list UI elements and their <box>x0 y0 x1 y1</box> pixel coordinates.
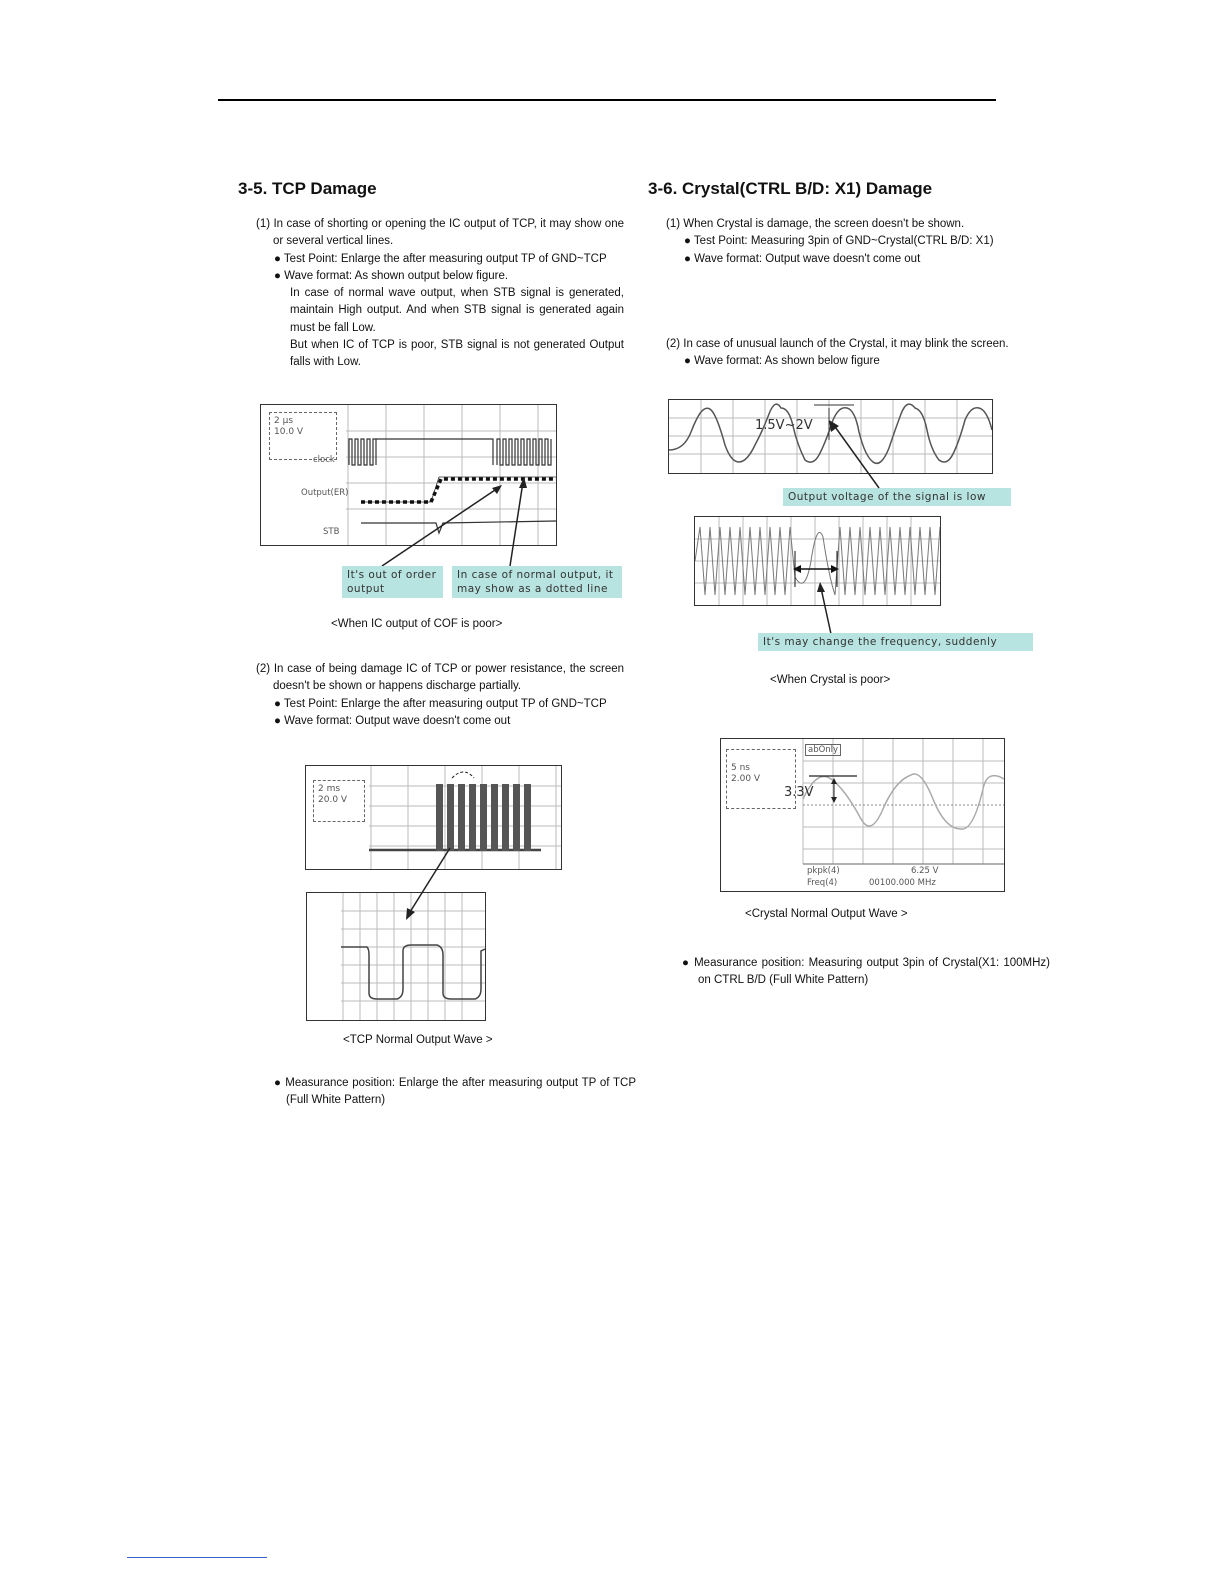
tag-out-of-order: It's out of order output <box>342 566 443 598</box>
tcp-measure-position: ● Measurance position: Enlarge the after measuring output TP of TCP (Full White Pattern) <box>274 1077 636 1107</box>
tcp-normal-timebase: 2 ms <box>318 784 341 794</box>
crystal-poor-arrows <box>815 420 895 640</box>
tag-voltage-low: Output voltage of the signal is low <box>783 488 1011 506</box>
tcp-wave-detail-1: In case of normal wave output, when STB signal is generated, maintain High output. And when STB signal is generated again must be fall Low. <box>290 287 624 334</box>
tcp-poor-caption: <When IC output of COF is poor> <box>331 618 503 630</box>
tcp-poor-info-box <box>269 412 337 460</box>
freq-label: Freq(4) <box>807 878 838 888</box>
crystal-para-1-text: (1) When Crystal is damage, the screen doesn't be shown. <box>666 218 965 230</box>
tcp-poor-timebase: 2 µs <box>274 416 294 426</box>
tcp-wave-detail-2: But when IC of TCP is poor, STB signal is not generated Output falls with Low. <box>290 339 624 369</box>
tcp-normal-info-box <box>313 780 365 822</box>
crystal-normal-header: abOnly <box>805 744 841 756</box>
crystal-wave-format: ● Wave format: Output wave doesn't come out <box>684 252 921 265</box>
crystal-test-point: ● Test Point: Measuring 3pin of GND~Crystal(CTRL B/D: X1) <box>684 235 994 248</box>
section-title-crystal: 3-6. Crystal(CTRL B/D: X1) Damage <box>648 179 933 198</box>
crystal-wave-format-2: ● Wave format: As shown below figure <box>684 355 880 368</box>
crystal-poor-caption: <When Crystal is poor> <box>770 674 891 686</box>
tcp-para-1 <box>256 216 624 372</box>
tcp-normal-caption: <TCP Normal Output Wave > <box>343 1034 493 1046</box>
header-rule <box>218 99 996 101</box>
pkpk-value: 6.25 V <box>911 866 939 876</box>
crystal-normal-voltage-label: 3.3V <box>784 785 814 800</box>
pkpk-label: pkpk(4) <box>807 866 840 876</box>
tag-normal-dotted: In case of normal output, it may show as a dotted line <box>452 566 622 598</box>
section-title-tcp: 3-5. TCP Damage <box>238 179 377 198</box>
stb-label: STB <box>323 527 340 537</box>
crystal-normal-info-box <box>726 749 796 809</box>
crystal-para-2-text: (2) In case of unusual launch of the Crystal, it may blink the screen. <box>666 338 1009 350</box>
crystal-normal-volts: 2.00 V <box>731 774 761 784</box>
freq-value: 00100.000 MHz <box>869 878 936 888</box>
clock-label: clock <box>313 455 335 465</box>
tcp-wave-format-2: ● Wave format: Output wave doesn't come out <box>274 714 511 727</box>
footer-link-underline <box>127 1557 267 1558</box>
crystal-low-voltage-label: 1.5V~2V <box>755 418 813 433</box>
crystal-measure-position: ● Measurance position: Measuring output 3pin of Crystal(X1: 100MHz) on CTRL B/D (Full White Pattern) <box>682 957 1050 987</box>
tcp-para-2-text: (2) In case of being damage IC of TCP or power resistance, the screen doesn't be shown or happens discharge partially. <box>256 663 624 693</box>
crystal-para-1 <box>666 216 1034 268</box>
tcp-poor-volts: 10.0 V <box>274 427 304 437</box>
tag-frequency-change: It's may change the frequency, suddenly <box>758 633 1033 651</box>
crystal-para-2 <box>666 336 1034 371</box>
tcp-normal-arrow <box>400 846 460 926</box>
tcp-test-point: ● Test Point: Enlarge the after measuring output TP of GND~TCP <box>274 252 607 265</box>
crystal-normal-caption: <Crystal Normal Output Wave > <box>745 908 908 920</box>
tcp-para-2 <box>256 661 624 730</box>
crystal-normal-scope <box>720 738 1005 892</box>
output-label: Output(ER) <box>301 488 349 498</box>
tcp-normal-volts: 20.0 V <box>318 795 348 805</box>
tcp-wave-format: ● Wave format: As shown output below figure. <box>274 269 509 282</box>
tcp-poor-arrows <box>380 460 550 570</box>
tcp-test-point-2: ● Test Point: Enlarge the after measuring output TP of GND~TCP <box>274 697 607 710</box>
crystal-normal-timebase: 5 ns <box>731 763 750 773</box>
tcp-para-1-text: (1) In case of shorting or opening the IC output of TCP, it may show one or several vertical lines. <box>256 218 624 248</box>
